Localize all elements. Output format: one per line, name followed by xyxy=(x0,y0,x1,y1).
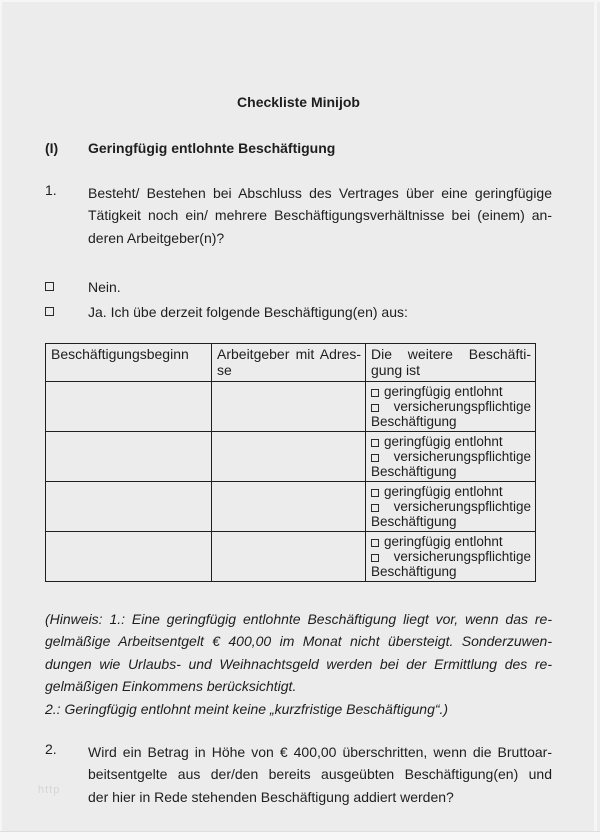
table-input-cell-arbeitgeber[interactable] xyxy=(212,532,366,582)
table-header-beschaeftigungsbeginn: Beschäftigungsbeginn xyxy=(46,344,212,382)
table-input-cell-arbeitgeber[interactable] xyxy=(212,382,366,432)
table-input-cell-beginn[interactable] xyxy=(46,532,212,582)
table-row xyxy=(46,532,536,582)
option-versicherungspflichtig-label: versicherungspflichtige xyxy=(393,549,531,565)
table-header-row xyxy=(46,344,536,382)
checkbox-nein-icon[interactable] xyxy=(45,282,54,291)
table-header-weitere-beschaeftigung: Die weitere Beschäfti- gung ist xyxy=(366,344,536,382)
watermark-text: http xyxy=(38,784,61,796)
checkbox-versicherungspflichtig-icon[interactable] xyxy=(371,404,379,412)
page-edge-right xyxy=(594,0,597,840)
option-geringfuegig-label: geringfügig entlohnt xyxy=(384,534,503,550)
checkbox-versicherungspflichtig-icon[interactable] xyxy=(371,454,379,462)
table-cell-options xyxy=(366,482,536,532)
option-versicherungspflichtig-label: versicherungspflichtige xyxy=(393,399,531,415)
option-versicherungspflichtig-cont: Beschäftigung xyxy=(371,564,457,580)
option-versicherungspflichtig-cont: Beschäftigung xyxy=(371,414,457,430)
page-edge-left xyxy=(0,0,2,840)
checkbox-versicherungspflichtig-icon[interactable] xyxy=(371,504,379,512)
option-versicherungspflichtig-label: versicherungspflichtige xyxy=(393,449,531,465)
checkbox-geringfuegig-icon[interactable] xyxy=(371,539,379,547)
table-cell-options xyxy=(366,382,536,432)
question-1-line: deren Arbeitgeber(n)? xyxy=(88,229,225,246)
section-heading xyxy=(45,137,552,159)
question-2-line: beitsentgelte aus der/den bereits ausgeübten Beschäftigung(en) und xyxy=(88,766,552,783)
question-1-line: Besteht/ Bestehen bei Abschluss des Vertrages über eine geringfügige xyxy=(88,184,552,201)
section-heading-text: Geringfügig entlohnte Beschäftigung xyxy=(88,140,336,157)
hinweis-line: gelmäßigen Einkommens berücksichtigt. xyxy=(45,678,297,695)
option-geringfuegig-label: geringfügig entlohnt xyxy=(384,384,503,400)
question-2-number: 2. xyxy=(45,741,57,758)
answer-options xyxy=(45,274,552,324)
hinweis-line: 2.: Geringfügig entlohnt meint keine „kurzfristige Beschäftigung“.) xyxy=(45,700,449,717)
table-row xyxy=(46,382,536,432)
table-input-cell-arbeitgeber[interactable] xyxy=(212,432,366,482)
option-ja xyxy=(45,299,552,324)
table-input-cell-arbeitgeber[interactable] xyxy=(212,482,366,532)
option-geringfuegig-label: geringfügig entlohnt xyxy=(384,484,503,500)
table-header-arbeitgeber: Arbeitgeber mit Adres- se xyxy=(212,344,366,382)
checkbox-geringfuegig-icon[interactable] xyxy=(371,389,379,397)
employment-table xyxy=(45,343,536,582)
hinweis-line: (Hinweis: 1.: Eine geringfügig entlohnte Beschäftigung liegt vor, wenn das re- xyxy=(45,611,552,628)
checkbox-geringfuegig-icon[interactable] xyxy=(371,489,379,497)
option-nein-label: Nein. xyxy=(88,278,121,295)
table-input-cell-beginn[interactable] xyxy=(46,382,212,432)
option-ja-label: Ja. Ich übe derzeit folgende Beschäftigung(en) aus: xyxy=(88,303,408,320)
page-title: Checkliste Minijob xyxy=(237,94,360,110)
checkbox-geringfuegig-icon[interactable] xyxy=(371,439,379,447)
question-1 xyxy=(45,182,552,249)
option-versicherungspflichtig-cont: Beschäftigung xyxy=(371,514,457,530)
hinweis-line: dungen wie Urlaubs- und Weihnachtsgeld werden bei der Ermittlung des re- xyxy=(45,655,552,672)
table-input-cell-beginn[interactable] xyxy=(46,482,212,532)
document-content xyxy=(45,0,552,808)
question-1-text xyxy=(88,182,552,249)
table-row xyxy=(46,482,536,532)
section-number: (I) xyxy=(45,140,59,157)
question-1-line: Tätigkeit noch ein/ mehrere Beschäftigungsverhältnisse bei (einem) an- xyxy=(88,207,552,224)
checkbox-versicherungspflichtig-icon[interactable] xyxy=(371,554,379,562)
table-cell-options xyxy=(366,432,536,482)
question-2 xyxy=(45,741,552,808)
question-2-text xyxy=(88,741,552,808)
hinweis-line: gelmäßige Arbeitsentgelt € 400,00 im Monat nicht übersteigt. Sonderzuwen- xyxy=(45,633,552,650)
table-cell-options xyxy=(366,532,536,582)
option-versicherungspflichtig-label: versicherungspflichtige xyxy=(393,499,531,515)
question-2-line: der hier in Rede stehenden Beschäftigung addiert werden? xyxy=(88,788,454,805)
question-1-number: 1. xyxy=(45,181,57,198)
question-2-line: Wird ein Betrag in Höhe von € 400,00 überschritten, wenn die Bruttoar- xyxy=(88,744,552,761)
option-nein xyxy=(45,274,552,299)
table-input-cell-beginn[interactable] xyxy=(46,432,212,482)
checkbox-ja-icon[interactable] xyxy=(45,307,54,316)
option-geringfuegig-label: geringfügig entlohnt xyxy=(384,434,503,450)
page-edge-bottom xyxy=(0,831,600,840)
table-row xyxy=(46,432,536,482)
option-versicherungspflichtig-cont: Beschäftigung xyxy=(371,464,457,480)
hinweis-note xyxy=(45,608,552,720)
